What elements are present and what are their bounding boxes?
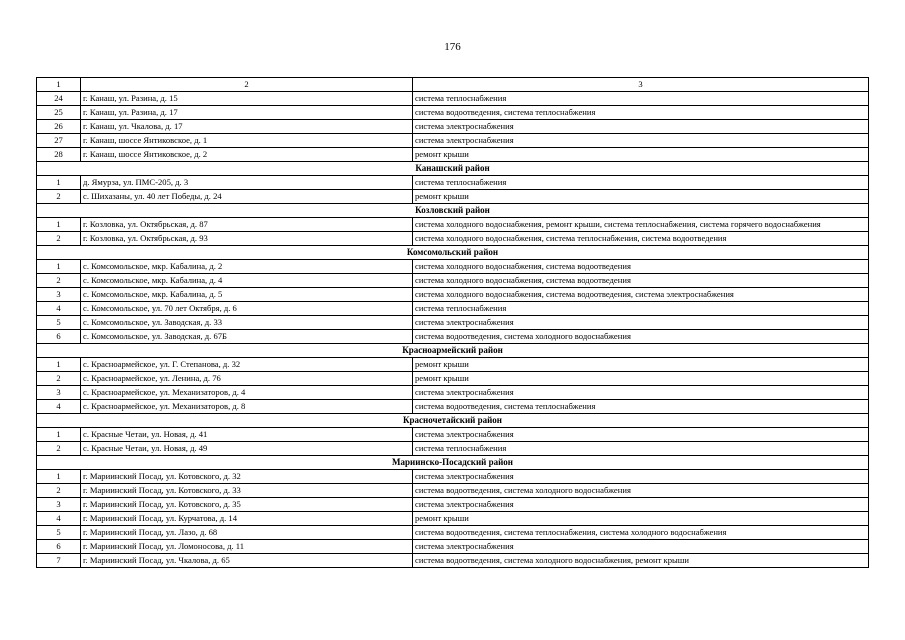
building-address: г. Канаш, ул. Разина, д. 17 [81, 106, 413, 120]
row-number: 1 [37, 176, 81, 190]
row-number: 3 [37, 386, 81, 400]
repair-works: система холодного водоснабжения, система водоотведения, система электроснабжения [413, 288, 869, 302]
row-number: 3 [37, 288, 81, 302]
repair-works: система водоотведения, система теплоснабжения, система холодного водоснабжения [413, 526, 869, 540]
district-heading: Канашский район [37, 162, 869, 176]
building-address: с. Комсомольское, мкр. Кабалина, д. 4 [81, 274, 413, 288]
repair-works: система электроснабжения [413, 316, 869, 330]
building-address: г. Мариинский Посад, ул. Котовского, д. 32 [81, 470, 413, 484]
repair-works: ремонт крыши [413, 190, 869, 204]
repair-works: система теплоснабжения [413, 92, 869, 106]
table-row [37, 274, 869, 288]
building-address: с. Красноармейское, ул. Г. Степанова, д. 32 [81, 358, 413, 372]
repair-works: система водоотведения, система холодного водоснабжения [413, 330, 869, 344]
district-heading: Мариинско-Посадский район [37, 456, 869, 470]
row-number: 2 [37, 372, 81, 386]
building-address: с. Красноармейское, ул. Механизаторов, д. 8 [81, 400, 413, 414]
district-row [37, 414, 869, 428]
row-number: 2 [37, 442, 81, 456]
row-number: 3 [37, 498, 81, 512]
row-number: 1 [37, 218, 81, 232]
district-heading: Козловский район [37, 204, 869, 218]
table-row [37, 498, 869, 512]
building-address: с. Комсомольское, ул. Заводская, д. 33 [81, 316, 413, 330]
row-number: 26 [37, 120, 81, 134]
table-row [37, 526, 869, 540]
district-row [37, 246, 869, 260]
repair-works: система электроснабжения [413, 134, 869, 148]
table-row [37, 484, 869, 498]
repair-works: система холодного водоснабжения, система водоотведения [413, 274, 869, 288]
table-row [37, 106, 869, 120]
repair-works: система холодного водоснабжения, система теплоснабжения, система водоотведения [413, 232, 869, 246]
building-address: г. Канаш, шоссе Янтиковское, д. 2 [81, 148, 413, 162]
repair-works: система водоотведения, система теплоснабжения [413, 106, 869, 120]
table-row [37, 470, 869, 484]
building-address: с. Шихазаны, ул. 40 лет Победы, д. 24 [81, 190, 413, 204]
column-number-row [37, 78, 869, 92]
repair-works: система электроснабжения [413, 386, 869, 400]
building-address: с. Красноармейское, ул. Ленина, д. 76 [81, 372, 413, 386]
row-number: 4 [37, 302, 81, 316]
repair-works: система холодного водоснабжения, система водоотведения [413, 260, 869, 274]
building-address: с. Красные Четаи, ул. Новая, д. 41 [81, 428, 413, 442]
district-heading: Комсомольский район [37, 246, 869, 260]
building-address: с. Красные Четаи, ул. Новая, д. 49 [81, 442, 413, 456]
row-number: 1 [37, 260, 81, 274]
building-address: с. Комсомольское, ул. Заводская, д. 67Б [81, 330, 413, 344]
table-row [37, 512, 869, 526]
row-number: 28 [37, 148, 81, 162]
district-heading: Красночетайский район [37, 414, 869, 428]
table-row [37, 92, 869, 106]
repair-works: система электроснабжения [413, 428, 869, 442]
building-address: с. Комсомольское, ул. 70 лет Октября, д. 6 [81, 302, 413, 316]
table-row [37, 190, 869, 204]
building-address: г. Канаш, ул. Чкалова, д. 17 [81, 120, 413, 134]
row-number: 6 [37, 540, 81, 554]
district-row [37, 456, 869, 470]
repair-works: система водоотведения, система холодного водоснабжения [413, 484, 869, 498]
district-heading: Красноармейский район [37, 344, 869, 358]
building-address: д. Ямурза, ул. ПМС-205, д. 3 [81, 176, 413, 190]
building-address: г. Мариинский Посад, ул. Котовского, д. 35 [81, 498, 413, 512]
row-number: 1 [37, 428, 81, 442]
table-row [37, 540, 869, 554]
repair-works: система электроснабжения [413, 498, 869, 512]
column-number-1: 1 [37, 78, 81, 92]
row-number: 27 [37, 134, 81, 148]
table-row [37, 400, 869, 414]
buildings-table [36, 77, 869, 568]
row-number: 6 [37, 330, 81, 344]
district-row [37, 344, 869, 358]
table-row [37, 302, 869, 316]
table-row [37, 148, 869, 162]
repair-works: система холодного водоснабжения, ремонт крыши, система теплоснабжения, система горячего водоснабжения [413, 218, 869, 232]
repair-works: ремонт крыши [413, 372, 869, 386]
row-number: 7 [37, 554, 81, 568]
building-address: г. Козловка, ул. Октябрьская, д. 87 [81, 218, 413, 232]
repair-works: система электроснабжения [413, 470, 869, 484]
building-address: г. Мариинский Посад, ул. Лазо, д. 68 [81, 526, 413, 540]
row-number: 2 [37, 274, 81, 288]
table-row [37, 260, 869, 274]
building-address: г. Мариинский Посад, ул. Чкалова, д. 65 [81, 554, 413, 568]
building-address: с. Комсомольское, мкр. Кабалина, д. 2 [81, 260, 413, 274]
column-number-2: 2 [81, 78, 413, 92]
table-row [37, 218, 869, 232]
repair-works: ремонт крыши [413, 148, 869, 162]
page-number: 176 [444, 41, 461, 53]
repair-works: ремонт крыши [413, 512, 869, 526]
row-number: 2 [37, 484, 81, 498]
district-row [37, 204, 869, 218]
table-row [37, 176, 869, 190]
column-number-3: 3 [413, 78, 869, 92]
repair-works: система теплоснабжения [413, 442, 869, 456]
repair-works: система водоотведения, система холодного водоснабжения, ремонт крыши [413, 554, 869, 568]
table-row [37, 372, 869, 386]
row-number: 24 [37, 92, 81, 106]
row-number: 25 [37, 106, 81, 120]
table-row [37, 232, 869, 246]
row-number: 4 [37, 400, 81, 414]
table-body [37, 78, 869, 568]
building-address: г. Мариинский Посад, ул. Ломоносова, д. 11 [81, 540, 413, 554]
district-row [37, 162, 869, 176]
repair-works: система электроснабжения [413, 120, 869, 134]
row-number: 5 [37, 316, 81, 330]
repair-works: система электроснабжения [413, 540, 869, 554]
row-number: 1 [37, 358, 81, 372]
table-row [37, 442, 869, 456]
building-address: г. Мариинский Посад, ул. Курчатова, д. 14 [81, 512, 413, 526]
row-number: 4 [37, 512, 81, 526]
row-number: 1 [37, 470, 81, 484]
repair-works: система теплоснабжения [413, 302, 869, 316]
row-number: 2 [37, 232, 81, 246]
repair-works: ремонт крыши [413, 358, 869, 372]
table-row [37, 428, 869, 442]
table-row [37, 134, 869, 148]
row-number: 2 [37, 190, 81, 204]
table-row [37, 554, 869, 568]
building-address: с. Красноармейское, ул. Механизаторов, д. 4 [81, 386, 413, 400]
building-address: г. Канаш, шоссе Янтиковское, д. 1 [81, 134, 413, 148]
table-row [37, 386, 869, 400]
repair-works: система водоотведения, система теплоснабжения [413, 400, 869, 414]
table-row [37, 330, 869, 344]
building-address: г. Козловка, ул. Октябрьская, д. 93 [81, 232, 413, 246]
building-address: г. Мариинский Посад, ул. Котовского, д. 33 [81, 484, 413, 498]
building-address: г. Канаш, ул. Разина, д. 15 [81, 92, 413, 106]
repair-works: система теплоснабжения [413, 176, 869, 190]
building-address: с. Комсомольское, мкр. Кабалина, д. 5 [81, 288, 413, 302]
table-row [37, 316, 869, 330]
row-number: 5 [37, 526, 81, 540]
table-row [37, 120, 869, 134]
table-row [37, 288, 869, 302]
table-row [37, 358, 869, 372]
